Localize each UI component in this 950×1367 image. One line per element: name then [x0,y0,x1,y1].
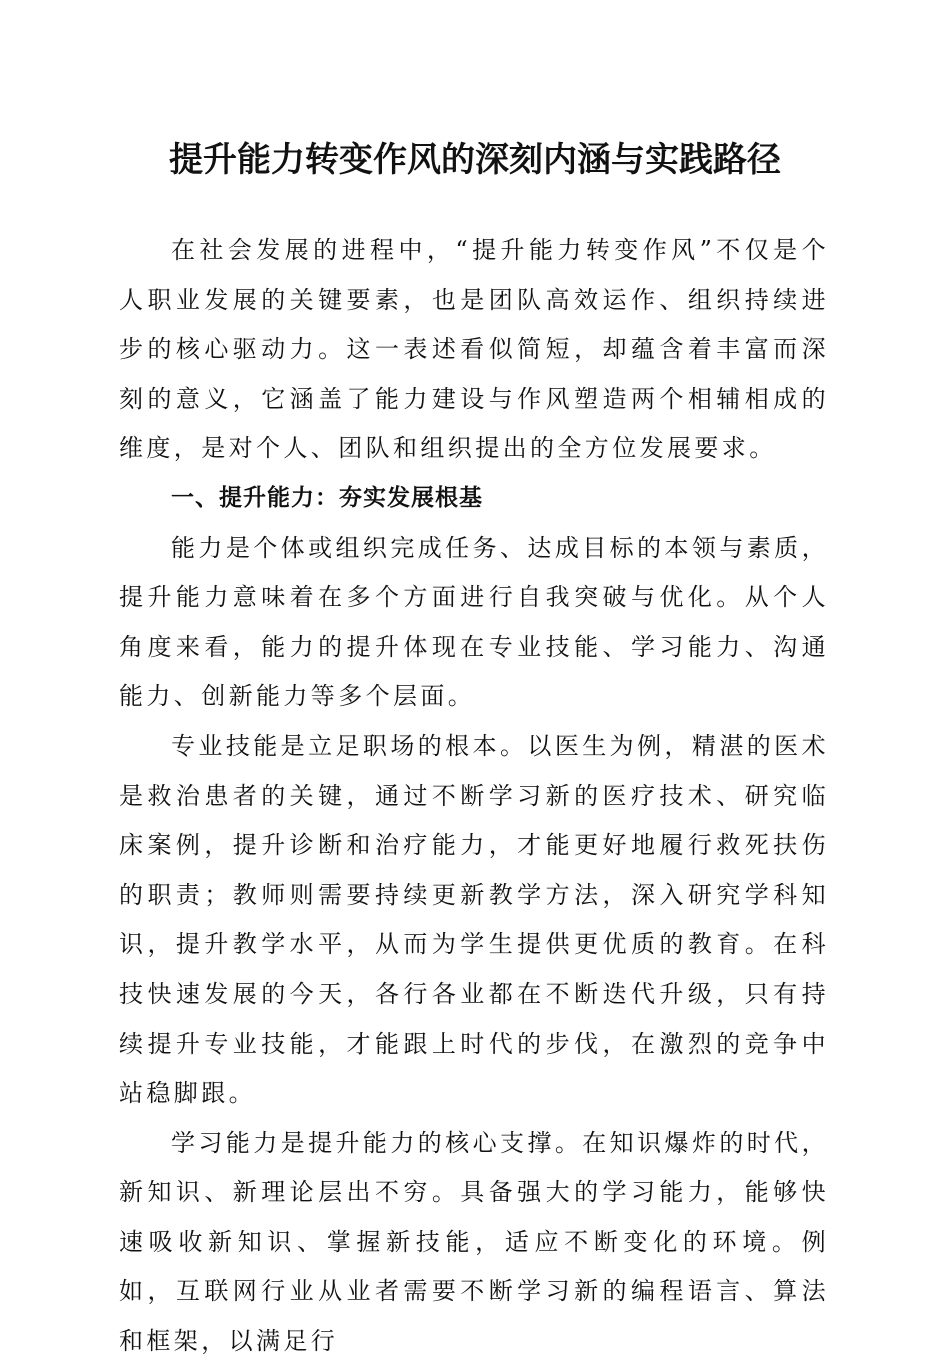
paragraph-learning-ability: 学习能力是提升能力的核心支撑。在知识爆炸的时代，新知识、新理论层出不穷。具备强大的学习能力，能够快速吸收新知识、掌握新技能，适应不断变化的环境。例如，互联网行业从业者需要不断学习新的编程语言、算法和框架，以满足行 [119,1128,829,1356]
paragraph-ability-definition: 能力是个体或组织完成任务、达成目标的本领与素质，提升能力意味着在多个方面进行自我突破与优化。从个人角度来看，能力的提升体现在专业技能、学习能力、沟通能力、创新能力等多个层面。 [119,533,829,711]
paragraph-professional-skills: 专业技能是立足职场的根本。以医生为例，精湛的医术是救治患者的关键，通过不断学习新的医疗技术、研究临床案例，提升诊断和治疗能力，才能更好地履行救死扶伤的职责；教师则需要持续更新教学方法，深入研究学科知识，提升教学水平，从而为学生提供更优质的教育。在科技快速发展的今天，各行各业都在不断迭代升级，只有持续提升专业技能，才能跟上时代的步伐，在激烈的竞争中站稳脚跟。 [119,731,829,1108]
intro-paragraph: 在社会发展的进程中，“提升能力转变作风”不仅是个人职业发展的关键要素，也是团队高效运作、组织持续进步的核心驱动力。这一表述看似简短，却蕴含着丰富而深刻的意义，它涵盖了能力建设与作风塑造两个相辅相成的维度，是对个人、团队和组织提出的全方位发展要求。 [119,236,829,463]
document-body [119,226,829,1367]
document-title: 提升能力转变作风的深刻内涵与实践路径 [169,140,781,180]
section-heading-1: 一、提升能力：夯实发展根基 [171,484,483,511]
